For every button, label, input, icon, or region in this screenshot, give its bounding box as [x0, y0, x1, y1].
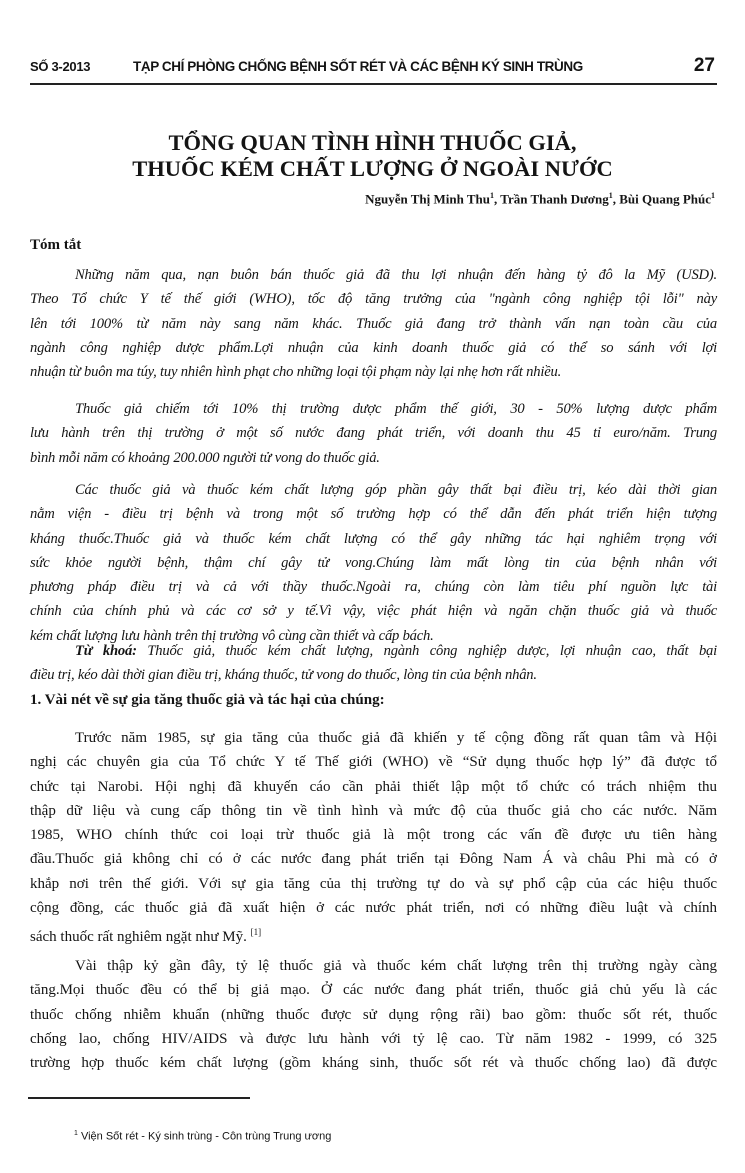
keywords-text: Thuốc giả, thuốc kém chất lượng, ngành công nghiệp dược, lợi nhuận cao, thất bại: [136, 643, 717, 659]
text-line: [30, 750, 717, 774]
line-text: Những năm qua, nạn buôn bán thuốc giả đã thu lợi nhuận đến hàng tỷ đô la Mỹ (USD).: [75, 267, 717, 283]
line-text: thuốc chống nhiễm khuẩn (những thuốc được sử dụng rộng rãi) bao gồm: thuốc sốt rét, thuốc: [30, 1006, 717, 1023]
text-line: [30, 1051, 717, 1075]
abstract-heading: Tóm tắt: [30, 237, 82, 253]
abstract-paragraph: [30, 263, 717, 384]
text-line: [30, 823, 717, 847]
text-line: [30, 527, 717, 551]
article-title: [0, 130, 745, 182]
affiliation-mark: 1: [490, 191, 495, 200]
line-text: nằm viện - điều trị bệnh và trong một số trường hợp có thể dẫn đến phát triển hiện tượng: [30, 506, 717, 523]
line-text: cộng đồng, các thuốc giả đã xuất hiện ở các nước phát triển, nơi có những điều luật và chính: [30, 900, 717, 917]
text-line: [30, 920, 717, 944]
running-header: [30, 55, 717, 85]
text-line: [30, 775, 717, 799]
body-paragraph: [30, 726, 717, 945]
text-line: [30, 726, 717, 750]
line-text: đầu.Thuốc giả không chỉ có ở các nước đang phát triển tại Đông Nam Á và châu Phi mà có ở: [30, 851, 717, 868]
line-text: kém chất lượng lưu hành trên thị trường vô cùng cần thiết và cấp bách.: [30, 627, 434, 644]
line-text: Các thuốc giả và thuốc kém chất lượng góp phần gây thất bại điều trị, kéo dài thời gian: [75, 482, 717, 498]
separator: ,: [612, 191, 620, 207]
body-paragraph: [30, 954, 717, 1075]
text-line: [30, 896, 717, 920]
author-list: [365, 191, 715, 207]
footnote-mark: 1: [74, 1130, 78, 1137]
section-heading: 1. Vài nét về sự gia tăng thuốc giả và tác hại của chúng:: [30, 692, 385, 708]
journal-name: TẠP CHÍ PHÒNG CHỐNG BỆNH SỐT RÉT VÀ CÁC BỆNH KÝ SINH TRÙNG: [133, 59, 583, 74]
line-text: lưu hành trên thị trường ở một số nước đang phát triển, với doanh thu 45 tỉ euro/năm. Trung: [30, 425, 717, 442]
text-line: [30, 360, 717, 384]
line-text: tăng.Mọi thuốc đều có thể bị giả mạo. Ở các nước đang phát triển, thuốc giả chủ yếu là các: [30, 982, 717, 999]
line-text: nhuận từ buôn ma túy, tuy nhiên hình phạt cho những loại tội phạm này lại nhẹ hơn rất nhiều.: [30, 364, 562, 381]
text-line: [30, 397, 717, 421]
footnote: [74, 1130, 331, 1143]
line-text: sách thuốc rất nghiêm ngặt như Mỹ.: [30, 929, 251, 946]
abstract-paragraph: [30, 397, 717, 470]
separator: ,: [494, 191, 501, 207]
text-line: [30, 263, 717, 287]
text-line: [30, 575, 717, 599]
affiliation-mark: 1: [711, 191, 715, 200]
line-text: trường hợp thuốc kém chất lượng (gồm kháng sinh, thuốc sốt rét và thuốc chống lao) đã được: [30, 1055, 717, 1072]
author: Trần Thanh Dương: [500, 191, 609, 207]
text-line: [30, 502, 717, 526]
footnote-text: Viện Sốt rét - Ký sinh trùng - Côn trùng Trung ương: [80, 1130, 332, 1143]
title-line: TỔNG QUAN TÌNH HÌNH THUỐC GIẢ,: [168, 130, 577, 155]
line-text: chức tại Narobi. Hội nghị đã khuyến cáo cần phải thiết lập một tổ chức có trách nhiệm thu: [30, 778, 717, 795]
line-text: ngành công nghiệp dược phẩm.Lợi nhuận của kinh doanh thuốc giả có thể so sánh với lợi: [30, 339, 717, 356]
text-line: [30, 847, 717, 871]
line-text: chống lao, chống HIV/AIDS và được lưu hành với tỷ lệ cao. Từ năm 1982 - 1999, có 325: [30, 1030, 717, 1047]
text-line: [30, 336, 717, 360]
text-line: [30, 478, 717, 502]
citation-ref[interactable]: [1]: [250, 927, 262, 938]
text-line: [30, 954, 717, 978]
issue-number: SỐ 3-2013: [30, 59, 91, 74]
line-text: lên tới 100% từ năm này sang năm khác. Thuốc giả đang trở thành vấn nạn toàn cầu của: [30, 315, 717, 332]
text-line: [30, 599, 717, 623]
text-line: [30, 799, 717, 823]
text-line: [30, 1027, 717, 1051]
footnote-rule: [28, 1097, 250, 1099]
text-line: [30, 978, 717, 1002]
line-text: Trước năm 1985, sự gia tăng của thuốc giả đã khiến y tế cộng đồng rất quan tâm và Hội: [75, 730, 717, 746]
line-text: phương pháp điều trị và cả với thầy thuốc.Ngoài ra, chúng còn làm tiêu phí nguồn lực tài: [30, 579, 717, 596]
line-text: thập dữ liệu và cung cấp thông tin về tình hình và mức độ của thuốc giả cho các nước. Năm: [30, 802, 717, 819]
text-line: [30, 551, 717, 575]
title-line: THUỐC KÉM CHẤT LƯỢNG Ở NGOÀI NƯỚC: [132, 156, 613, 181]
text-line: [30, 872, 717, 896]
line-text: nghị các chuyên gia của Tổ chức Y tế Thế giới (WHO) về “Sử dụng thuốc hợp lý” đã được tổ: [30, 754, 717, 771]
keywords-label: Từ khoá:: [75, 643, 137, 659]
abstract-paragraph: [30, 478, 717, 648]
line-text: Theo Tổ chức Y tế thế giới (WHO), tốc độ tăng trưởng của "ngành công nghiệp tội lỗi" này: [30, 291, 717, 308]
author: Bùi Quang Phúc: [619, 191, 711, 207]
text-line: [30, 446, 717, 470]
line-text: bình mỗi năm có khoảng 200.000 người tử vong do thuốc giả.: [30, 449, 380, 466]
line-text: sức khỏe người bệnh, thậm chí gây tử vong.Chúng làm mất lòng tin của bệnh nhân với: [30, 554, 717, 571]
keywords-text: điều trị, kéo dài thời gian điều trị, kháng thuốc, tử vong do thuốc, lòng tin của bệnh nhân.: [30, 667, 537, 684]
line-text: Thuốc giả chiếm tới 10% thị trường dược phẩm thế giới, 30 - 50% lượng dược phẩm: [75, 401, 717, 417]
affiliation-mark: 1: [608, 191, 613, 200]
text-line: [30, 287, 717, 311]
page-number: 27: [693, 55, 715, 76]
text-line: [30, 1003, 717, 1027]
line-text: 1985, WHO chính thức coi loại trừ thuốc giả là một trong các vấn đề được ưu tiên hàng: [30, 827, 717, 844]
line-text: kháng thuốc.Thuốc giả và thuốc kém chất lượng có thể gây những tác hại nghiêm trọng với: [30, 530, 717, 547]
author: Nguyễn Thị Minh Thu: [365, 191, 491, 207]
line-text: khắp nơi trên thế giới. Với sự gia tăng của thị trường tự do và sự phổ cập của các hiệu thuốc: [30, 875, 717, 892]
keywords: [30, 639, 717, 688]
line-text: chính của chính phủ và các cơ sở y tế.Vì vậy, việc phát hiện và ngăn chặn thuốc giả và thuốc: [30, 603, 717, 620]
text-line: [30, 421, 717, 445]
line-text: Vài thập kỷ gần đây, tỷ lệ thuốc giả và thuốc kém chất lượng trên thị trường ngày càng: [75, 958, 717, 974]
text-line: [30, 312, 717, 336]
